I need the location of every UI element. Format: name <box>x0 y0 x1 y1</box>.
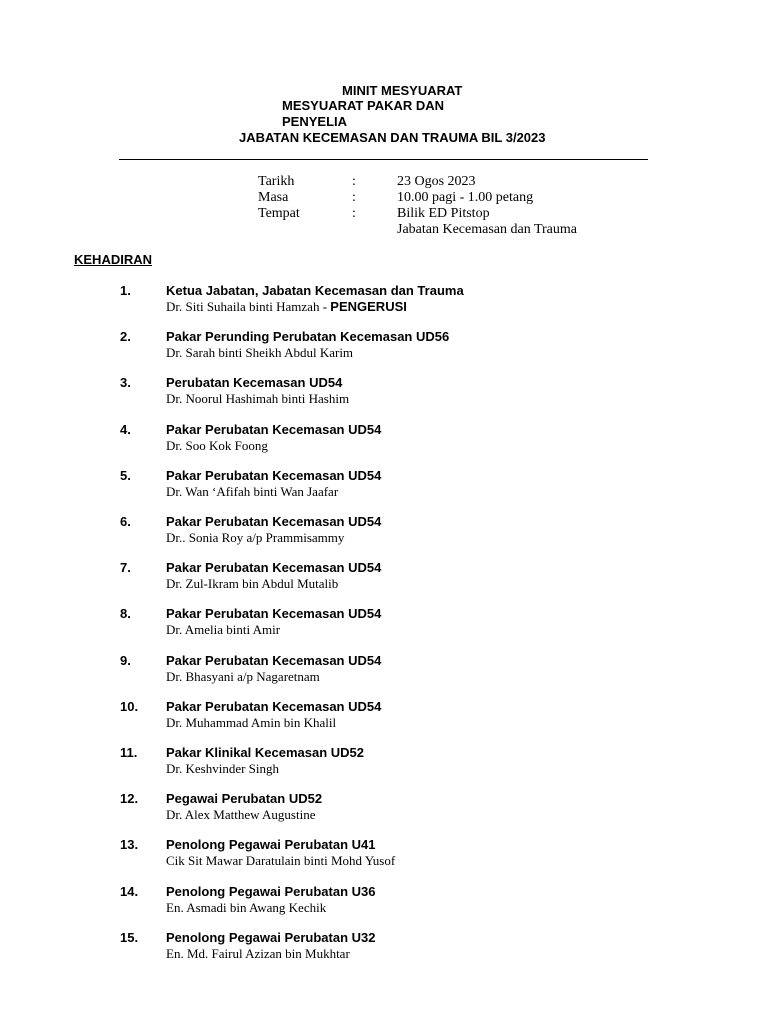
attendee-number: 10. <box>120 698 139 714</box>
attendee-name: Dr. Soo Kok Foong <box>166 437 268 453</box>
attendance-heading: KEHADIRAN <box>74 252 152 267</box>
attendee-item <box>0 837 768 871</box>
attendee-number: 7. <box>120 560 131 576</box>
attendee-name: Dr. Bhasyani a/p Nagaretnam <box>166 668 320 684</box>
attendee-number: 1. <box>120 283 131 298</box>
attendee-number: 12. <box>120 791 139 807</box>
attendee-name-line <box>166 484 338 500</box>
chairperson-label: PENGERUSI <box>330 299 407 314</box>
attendee-name-line <box>166 900 326 916</box>
place-label: Tempat <box>258 206 300 221</box>
attendee-number: 3. <box>120 375 131 391</box>
attendee-number: 14. <box>120 883 139 899</box>
header-divider <box>119 159 648 160</box>
attendee-name: Dr. Siti Suhaila binti Hamzah - <box>166 299 331 314</box>
attendee-number: 11. <box>120 745 138 760</box>
attendee-item <box>0 606 768 640</box>
date-value: 23 Ogos 2023 <box>397 174 476 189</box>
attendee-number: 9. <box>120 652 131 668</box>
attendee-name: Cik Sit Mawar Daratulain binti Mohd Yusof <box>166 853 396 869</box>
attendee-name: Dr. Muhammad Amin bin Khalil <box>166 714 337 730</box>
date-label: Tarikh <box>258 174 295 189</box>
attendee-name-line <box>166 391 349 407</box>
attendee-number: 2. <box>120 329 131 345</box>
attendee-name-line <box>166 299 407 315</box>
place-colon: : <box>352 206 356 221</box>
attendee-role: Pakar Perubatan Kecemasan UD54 <box>166 560 382 576</box>
attendee-number: 6. <box>120 514 131 529</box>
attendee-item <box>0 699 768 733</box>
attendee-number: 13. <box>120 837 139 853</box>
attendee-role: Pakar Perubatan Kecemasan UD54 <box>166 467 382 483</box>
attendee-name: En. Asmadi bin Awang Kechik <box>166 899 327 915</box>
time-value: 10.00 pagi - 1.00 petang <box>397 190 534 205</box>
attendee-name-line <box>166 530 344 546</box>
attendee-role: Pakar Klinikal Kecemasan UD52 <box>166 745 364 760</box>
date-colon: : <box>352 174 356 189</box>
attendee-name: En. Md. Fairul Azizan bin Mukhtar <box>166 945 350 961</box>
attendee-role: Pakar Perubatan Kecemasan UD54 <box>166 421 382 437</box>
attendee-number: 15. <box>120 929 139 945</box>
attendee-item <box>0 283 768 317</box>
attendee-name-line <box>166 946 350 962</box>
attendee-name-line <box>166 669 320 685</box>
title-minit: MINIT MESYUARAT <box>342 83 463 98</box>
title-meeting: MESYUARAT PAKAR DAN <box>282 98 445 113</box>
attendee-role: Penolong Pegawai Perubatan U36 <box>166 883 376 899</box>
title-department: JABATAN KECEMASAN DAN TRAUMA BIL 3/2023 <box>239 130 546 145</box>
attendee-item <box>0 930 768 964</box>
attendee-name-line <box>166 853 395 869</box>
attendee-name-line <box>166 807 316 823</box>
attendee-name: Dr. Wan ‘Afifah binti Wan Jaafar <box>166 483 339 499</box>
attendee-name: Dr. Sarah binti Sheikh Abdul Karim <box>166 345 354 361</box>
attendee-item <box>0 468 768 502</box>
place-value: Bilik ED Pitstop <box>397 206 490 221</box>
title-meeting-cont: PENYELIA <box>282 114 348 129</box>
time-colon: : <box>352 190 356 205</box>
attendee-role: Pakar Perubatan Kecemasan UD54 <box>166 606 382 622</box>
place-value-2: Jabatan Kecemasan dan Trauma <box>397 222 577 237</box>
attendee-name: Dr. Zul-Ikram bin Abdul Mutalib <box>166 576 339 592</box>
attendee-role: Pakar Perubatan Kecemasan UD54 <box>166 514 382 529</box>
attendee-number: 8. <box>120 606 131 622</box>
attendee-role: Perubatan Kecemasan UD54 <box>166 375 343 391</box>
attendee-name: Dr. Noorul Hashimah binti Hashim <box>166 391 350 407</box>
attendee-item <box>0 884 768 918</box>
attendee-name-line <box>166 622 280 638</box>
attendee-item <box>0 329 768 363</box>
attendee-role: Penolong Pegawai Perubatan U41 <box>166 837 376 853</box>
attendee-item <box>0 560 768 594</box>
attendee-number: 4. <box>120 421 131 437</box>
attendee-name-line <box>166 576 338 592</box>
attendee-role: Pegawai Perubatan UD52 <box>166 791 323 807</box>
attendee-item <box>0 422 768 456</box>
attendee-name: Dr.. Sonia Roy a/p Prammisammy <box>166 530 345 545</box>
attendee-role: Pakar Perubatan Kecemasan UD54 <box>166 698 382 714</box>
attendee-name: Dr. Keshvinder Singh <box>166 761 280 776</box>
attendee-item <box>0 653 768 687</box>
attendee-name-line <box>166 761 279 777</box>
attendee-item <box>0 375 768 409</box>
attendee-role: Ketua Jabatan, Jabatan Kecemasan dan Trauma <box>166 283 464 298</box>
attendee-name: Dr. Amelia binti Amir <box>166 622 281 638</box>
attendee-name-line <box>166 715 336 731</box>
attendee-role: Pakar Perubatan Kecemasan UD54 <box>166 652 382 668</box>
attendee-role: Penolong Pegawai Perubatan U32 <box>166 929 376 945</box>
attendee-number: 5. <box>120 467 131 483</box>
attendee-item <box>0 745 768 779</box>
attendee-name: Dr. Alex Matthew Augustine <box>166 807 316 823</box>
time-label: Masa <box>258 190 289 205</box>
attendee-item <box>0 514 768 548</box>
attendee-name-line <box>166 345 353 361</box>
attendee-name-line <box>166 438 268 454</box>
attendee-role: Pakar Perunding Perubatan Kecemasan UD56 <box>166 329 450 345</box>
attendee-item <box>0 791 768 825</box>
